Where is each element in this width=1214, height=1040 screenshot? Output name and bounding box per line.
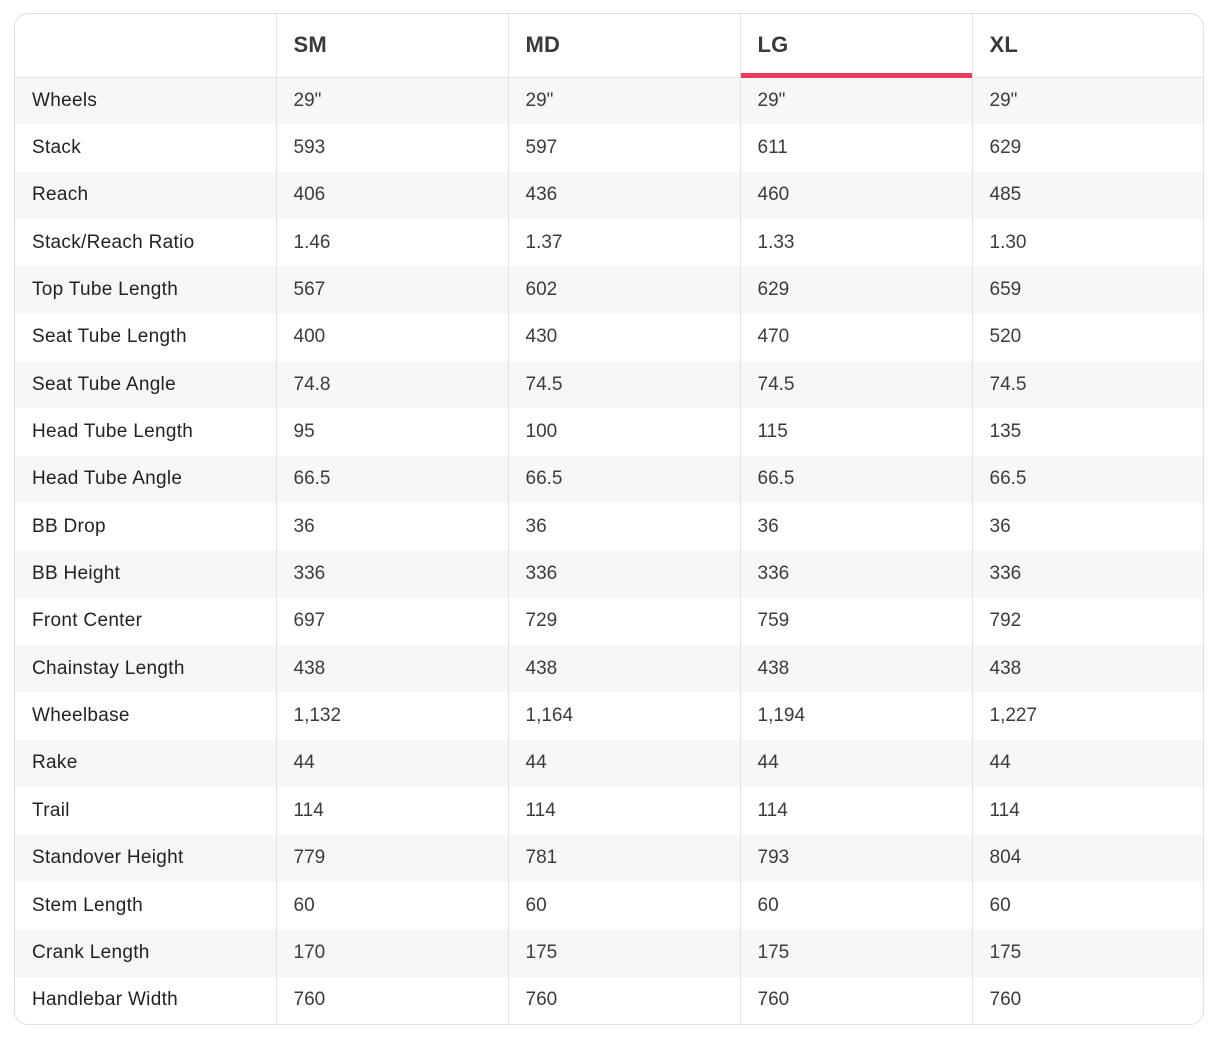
value-cell: 66.5 bbox=[972, 456, 1203, 503]
value-cell: 629 bbox=[740, 266, 972, 313]
value-cell: 44 bbox=[972, 740, 1203, 787]
value-cell: 1.30 bbox=[972, 219, 1203, 266]
value-cell: 175 bbox=[740, 929, 972, 976]
value-cell: 114 bbox=[740, 787, 972, 834]
table-body bbox=[15, 77, 1203, 1024]
table-row bbox=[15, 361, 1203, 408]
size-tab-md[interactable]: MD bbox=[508, 14, 740, 77]
size-tab-sm[interactable]: SM bbox=[276, 14, 508, 77]
value-cell: 520 bbox=[972, 314, 1203, 361]
value-cell: 629 bbox=[972, 124, 1203, 171]
table-row bbox=[15, 977, 1203, 1024]
geometry-table bbox=[15, 14, 1203, 1024]
value-cell: 400 bbox=[276, 314, 508, 361]
value-cell: 336 bbox=[508, 550, 740, 597]
value-cell: 1,194 bbox=[740, 692, 972, 739]
table-row bbox=[15, 219, 1203, 266]
row-label: Front Center bbox=[15, 598, 276, 645]
value-cell: 114 bbox=[972, 787, 1203, 834]
table-row bbox=[15, 740, 1203, 787]
value-cell: 66.5 bbox=[508, 456, 740, 503]
value-cell: 60 bbox=[972, 882, 1203, 929]
value-cell: 602 bbox=[508, 266, 740, 313]
row-label: Wheels bbox=[15, 77, 276, 124]
value-cell: 175 bbox=[508, 929, 740, 976]
row-label: Seat Tube Length bbox=[15, 314, 276, 361]
row-label: Seat Tube Angle bbox=[15, 361, 276, 408]
table-row bbox=[15, 456, 1203, 503]
value-cell: 438 bbox=[740, 645, 972, 692]
row-label: Top Tube Length bbox=[15, 266, 276, 313]
value-cell: 170 bbox=[276, 929, 508, 976]
value-cell: 430 bbox=[508, 314, 740, 361]
value-cell: 697 bbox=[276, 598, 508, 645]
geometry-table-container bbox=[14, 13, 1204, 1025]
value-cell: 485 bbox=[972, 172, 1203, 219]
table-row bbox=[15, 835, 1203, 882]
value-cell: 593 bbox=[276, 124, 508, 171]
value-cell: 36 bbox=[508, 503, 740, 550]
value-cell: 760 bbox=[276, 977, 508, 1024]
value-cell: 74.5 bbox=[740, 361, 972, 408]
value-cell: 36 bbox=[276, 503, 508, 550]
value-cell: 29" bbox=[508, 77, 740, 124]
row-label: Chainstay Length bbox=[15, 645, 276, 692]
row-label: Reach bbox=[15, 172, 276, 219]
value-cell: 74.5 bbox=[972, 361, 1203, 408]
value-cell: 779 bbox=[276, 835, 508, 882]
value-cell: 1.46 bbox=[276, 219, 508, 266]
value-cell: 804 bbox=[972, 835, 1203, 882]
value-cell: 759 bbox=[740, 598, 972, 645]
value-cell: 438 bbox=[276, 645, 508, 692]
row-label: Standover Height bbox=[15, 835, 276, 882]
size-tab-lg[interactable]: LG bbox=[740, 14, 972, 77]
value-cell: 36 bbox=[740, 503, 972, 550]
value-cell: 95 bbox=[276, 408, 508, 455]
table-row bbox=[15, 598, 1203, 645]
value-cell: 29" bbox=[740, 77, 972, 124]
value-cell: 74.8 bbox=[276, 361, 508, 408]
value-cell: 611 bbox=[740, 124, 972, 171]
table-row bbox=[15, 408, 1203, 455]
value-cell: 175 bbox=[972, 929, 1203, 976]
value-cell: 60 bbox=[276, 882, 508, 929]
value-cell: 1.33 bbox=[740, 219, 972, 266]
row-label: Head Tube Angle bbox=[15, 456, 276, 503]
value-cell: 29" bbox=[972, 77, 1203, 124]
table-row bbox=[15, 882, 1203, 929]
value-cell: 470 bbox=[740, 314, 972, 361]
value-cell: 44 bbox=[276, 740, 508, 787]
value-cell: 792 bbox=[972, 598, 1203, 645]
value-cell: 336 bbox=[972, 550, 1203, 597]
row-label: Rake bbox=[15, 740, 276, 787]
value-cell: 74.5 bbox=[508, 361, 740, 408]
value-cell: 567 bbox=[276, 266, 508, 313]
value-cell: 729 bbox=[508, 598, 740, 645]
table-row bbox=[15, 266, 1203, 313]
row-label: Stack/Reach Ratio bbox=[15, 219, 276, 266]
value-cell: 406 bbox=[276, 172, 508, 219]
row-label: Stack bbox=[15, 124, 276, 171]
value-cell: 100 bbox=[508, 408, 740, 455]
value-cell: 1.37 bbox=[508, 219, 740, 266]
value-cell: 60 bbox=[508, 882, 740, 929]
table-row bbox=[15, 692, 1203, 739]
value-cell: 597 bbox=[508, 124, 740, 171]
value-cell: 760 bbox=[740, 977, 972, 1024]
row-label: Crank Length bbox=[15, 929, 276, 976]
value-cell: 44 bbox=[508, 740, 740, 787]
value-cell: 60 bbox=[740, 882, 972, 929]
table-row bbox=[15, 929, 1203, 976]
value-cell: 114 bbox=[276, 787, 508, 834]
row-label: BB Height bbox=[15, 550, 276, 597]
row-label: Wheelbase bbox=[15, 692, 276, 739]
table-row bbox=[15, 550, 1203, 597]
table-row bbox=[15, 787, 1203, 834]
value-cell: 66.5 bbox=[740, 456, 972, 503]
row-label: BB Drop bbox=[15, 503, 276, 550]
value-cell: 36 bbox=[972, 503, 1203, 550]
value-cell: 29" bbox=[276, 77, 508, 124]
value-cell: 781 bbox=[508, 835, 740, 882]
value-cell: 438 bbox=[508, 645, 740, 692]
value-cell: 438 bbox=[972, 645, 1203, 692]
row-label: Head Tube Length bbox=[15, 408, 276, 455]
value-cell: 66.5 bbox=[276, 456, 508, 503]
table-row bbox=[15, 314, 1203, 361]
row-label: Trail bbox=[15, 787, 276, 834]
table-row bbox=[15, 503, 1203, 550]
value-cell: 115 bbox=[740, 408, 972, 455]
row-label: Handlebar Width bbox=[15, 977, 276, 1024]
value-cell: 460 bbox=[740, 172, 972, 219]
value-cell: 1,227 bbox=[972, 692, 1203, 739]
value-cell: 659 bbox=[972, 266, 1203, 313]
header-corner-cell bbox=[15, 14, 276, 77]
value-cell: 1,164 bbox=[508, 692, 740, 739]
table-row bbox=[15, 124, 1203, 171]
table-row bbox=[15, 77, 1203, 124]
value-cell: 336 bbox=[740, 550, 972, 597]
table-row bbox=[15, 645, 1203, 692]
value-cell: 793 bbox=[740, 835, 972, 882]
value-cell: 1,132 bbox=[276, 692, 508, 739]
row-label: Stem Length bbox=[15, 882, 276, 929]
value-cell: 44 bbox=[740, 740, 972, 787]
table-row bbox=[15, 172, 1203, 219]
value-cell: 114 bbox=[508, 787, 740, 834]
size-tab-xl[interactable]: XL bbox=[972, 14, 1203, 77]
value-cell: 436 bbox=[508, 172, 740, 219]
value-cell: 760 bbox=[508, 977, 740, 1024]
value-cell: 760 bbox=[972, 977, 1203, 1024]
value-cell: 135 bbox=[972, 408, 1203, 455]
header-row bbox=[15, 14, 1203, 77]
value-cell: 336 bbox=[276, 550, 508, 597]
